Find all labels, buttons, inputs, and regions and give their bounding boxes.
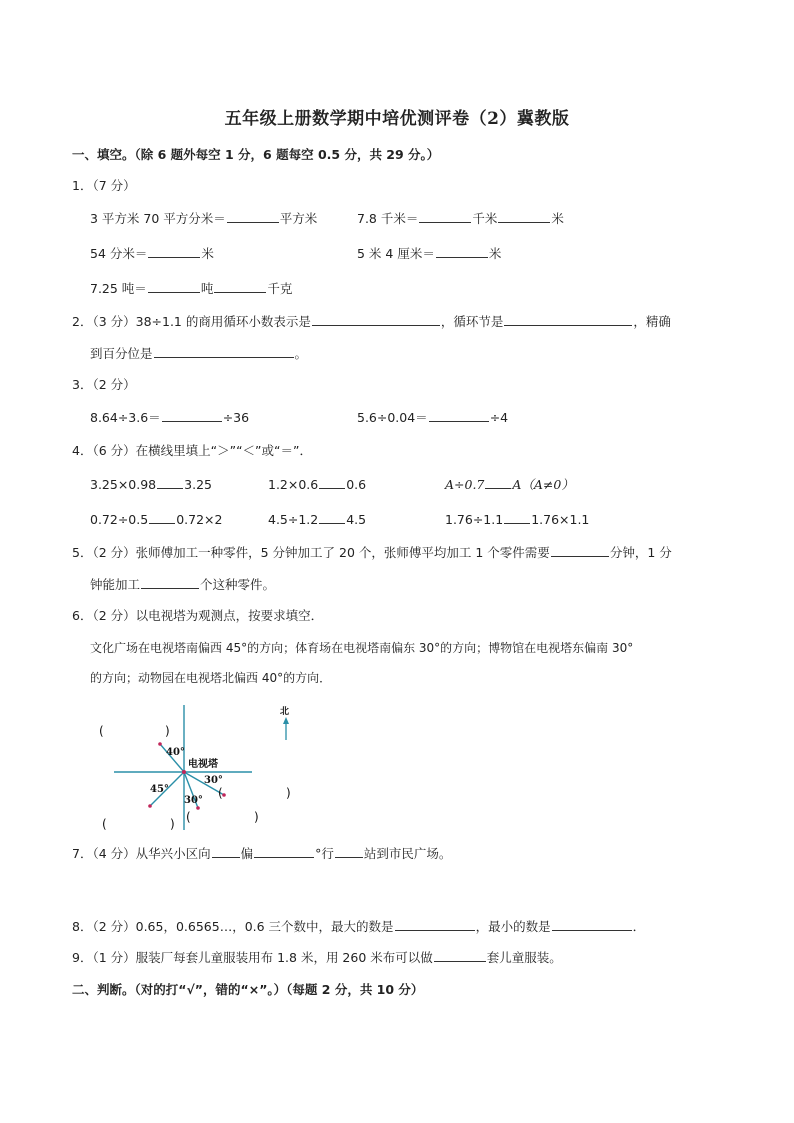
answer-blank[interactable] — [212, 845, 240, 858]
answer-blank[interactable] — [157, 476, 183, 489]
question-4-text: 4．（6 分）在横线里填上“＞”“＜”或“＝”． — [72, 443, 312, 458]
answer-blank[interactable] — [395, 918, 475, 931]
compare-item — [445, 476, 574, 494]
question-1-item-d — [357, 245, 501, 263]
answer-blank[interactable] — [162, 409, 222, 422]
answer-blank[interactable] — [436, 245, 488, 258]
question-1-item-e — [90, 280, 292, 298]
q2-suffix: ，精确 — [633, 314, 671, 329]
q1e-mid: 吨 — [200, 281, 214, 296]
question-1-item-c — [90, 245, 214, 263]
answer-paren-close: ) — [170, 817, 175, 831]
answer-paren-close: ) — [165, 724, 170, 738]
answer-blank[interactable] — [319, 511, 345, 524]
answer-blank[interactable] — [504, 313, 632, 326]
angle-label-40: 40° — [166, 747, 185, 758]
page-title: 五年级上册数学期中培优测评卷（2）冀教版 — [224, 109, 570, 129]
answer-blank[interactable] — [504, 511, 530, 524]
answer-blank[interactable] — [419, 210, 471, 223]
question-2-line-1 — [72, 313, 671, 331]
q8-mid: ，最小的数是 — [475, 919, 551, 934]
compare-right: 1.76×1.1 — [531, 512, 590, 527]
compare-right: A（A≠0） — [512, 477, 574, 492]
answer-paren-close: ) — [254, 810, 259, 824]
q3b-suffix: ÷4 — [489, 410, 509, 425]
answer-blank[interactable] — [551, 544, 609, 557]
compare-left: 4.5÷1.2 — [268, 512, 319, 527]
north-arrow-icon — [278, 703, 294, 741]
compare-right: 3.25 — [184, 477, 212, 492]
answer-blank[interactable] — [148, 280, 200, 293]
question-1-item-b — [357, 210, 564, 228]
compare-right: 4.5 — [346, 512, 367, 527]
answer-blank[interactable] — [434, 949, 486, 962]
compare-item — [90, 476, 212, 494]
answer-blank[interactable] — [154, 345, 294, 358]
question-8 — [72, 918, 645, 936]
question-3-item-b — [357, 409, 508, 427]
answer-paren-open: ( — [102, 817, 107, 831]
q1c-prefix: 54 分米＝ — [90, 246, 148, 261]
q7-mid-2: °行 — [315, 846, 334, 861]
q1d-suffix: 米 — [488, 246, 502, 261]
q1b-suffix: 米 — [551, 211, 564, 226]
answer-blank[interactable] — [552, 918, 632, 931]
compare-right: 0.6 — [346, 477, 367, 492]
q7-mid-1: 偏 — [240, 846, 254, 861]
north-label: 北 — [280, 707, 290, 717]
q7-suffix: 站到市民广场。 — [363, 846, 452, 861]
angle-label-east-30: 30° — [204, 775, 223, 786]
q1e-prefix: 7.25 吨＝ — [90, 281, 147, 296]
compare-item — [445, 511, 589, 529]
q7-prefix: 7．（4 分）从华兴小区向 — [72, 846, 211, 861]
angle-label-south-30: 30° — [184, 795, 203, 806]
question-6-description-1: 文化广场在电视塔南偏西 45°的方向；体育场在电视塔南偏东 30°的方向；博物馆在电视塔东偏南 30° — [90, 641, 634, 655]
question-9 — [72, 949, 562, 967]
compare-item — [268, 511, 366, 529]
q9-suffix: 套儿童服装。 — [486, 950, 562, 965]
culture-square-point — [148, 804, 152, 808]
answer-blank[interactable] — [485, 476, 511, 489]
answer-paren-open: ( — [99, 724, 104, 738]
q3b-prefix: 5.6÷0.04＝ — [357, 410, 428, 425]
question-6-description-2: 的方向；动物园在电视塔北偏西 40°的方向． — [90, 671, 332, 685]
compare-item — [90, 511, 222, 529]
answer-blank[interactable] — [498, 210, 550, 223]
question-1-item-a — [90, 210, 317, 228]
compare-right: 0.72×2 — [176, 512, 223, 527]
compare-left: 3.25×0.98 — [90, 477, 157, 492]
answer-blank[interactable] — [254, 845, 314, 858]
q1b-mid: 千米 — [472, 211, 498, 226]
answer-blank[interactable] — [149, 511, 175, 524]
q2-line2-suffix: 。 — [294, 346, 308, 361]
question-1-number: 1．（7 分） — [72, 178, 136, 193]
answer-blank[interactable] — [148, 245, 200, 258]
answer-blank[interactable] — [312, 313, 440, 326]
q5-line2-prefix: 钟能加工 — [90, 577, 141, 592]
section-heading-fill-in: 一、填空。（除 6 题外每空 1 分，6 题每空 0.5 分，共 29 分。） — [72, 147, 440, 162]
q9-prefix: 9．（1 分）服装厂每套儿童服装用布 1.8 米，用 260 米布可以做 — [72, 950, 433, 965]
answer-blank[interactable] — [214, 280, 266, 293]
question-5-line-1 — [72, 544, 672, 562]
compare-left: 1.76÷1.1 — [445, 512, 504, 527]
question-2-line-2 — [90, 345, 307, 363]
answer-paren-close: ) — [286, 786, 291, 800]
zoo-point — [158, 742, 162, 746]
question-7 — [72, 845, 451, 863]
answer-blank[interactable] — [335, 845, 363, 858]
q1a-suffix: 平方米 — [279, 211, 318, 226]
tv-tower-label: 电视塔 — [188, 759, 218, 770]
question-3-number: 3．（2 分） — [72, 377, 136, 392]
q8-suffix: ． — [632, 919, 646, 934]
compare-left: 1.2×0.6 — [268, 477, 319, 492]
q8-prefix: 8．（2 分）0.65，0.6565…，0.6 三个数中，最大的数是 — [72, 919, 394, 934]
section-heading-true-false: 二、判断。（对的打“√”，错的“×”。）（每题 2 分，共 10 分） — [72, 982, 424, 997]
museum-point — [222, 793, 226, 797]
direction-diagram — [92, 700, 307, 835]
compare-left: 0.72÷0.5 — [90, 512, 149, 527]
q1a-prefix: 3 平方米 70 平方分米＝ — [90, 211, 226, 226]
answer-blank[interactable] — [227, 210, 279, 223]
tv-tower-point — [182, 770, 186, 774]
question-3-item-a — [90, 409, 249, 427]
q2-prefix: 2．（3 分）38÷1.1 的商用循环小数表示是 — [72, 314, 311, 329]
question-5-line-2 — [90, 576, 275, 594]
answer-paren-open: ( — [218, 786, 223, 800]
q1b-prefix: 7.8 千米＝ — [357, 211, 419, 226]
answer-paren-open: ( — [186, 810, 191, 824]
q5-line2-suffix: 个这种零件。 — [200, 577, 276, 592]
q2-mid: ，循环节是 — [440, 314, 504, 329]
answer-blank[interactable] — [141, 576, 199, 589]
q5-suffix: 分钟，1 分 — [609, 545, 672, 560]
stadium-point — [196, 806, 200, 810]
q5-prefix: 5．（2 分）张师傅加工一种零件，5 分钟加工了 20 个，张师傅平均加工 1 个零件需要 — [72, 545, 550, 560]
answer-blank[interactable] — [319, 476, 345, 489]
q2-line2-prefix: 到百分位是 — [90, 346, 153, 361]
q1d-prefix: 5 米 4 厘米＝ — [357, 246, 435, 261]
q3a-prefix: 8.64÷3.6＝ — [90, 410, 161, 425]
q1c-suffix: 米 — [201, 246, 214, 261]
angle-label-45: 45° — [150, 784, 169, 795]
compare-left: A÷0.7 — [445, 477, 485, 492]
q1e-suffix: 千克 — [267, 281, 293, 296]
compare-item — [268, 476, 366, 494]
answer-blank[interactable] — [429, 409, 489, 422]
q3a-suffix: ÷36 — [222, 410, 250, 425]
question-6-text: 6．（2 分）以电视塔为观测点，按要求填空． — [72, 608, 324, 623]
